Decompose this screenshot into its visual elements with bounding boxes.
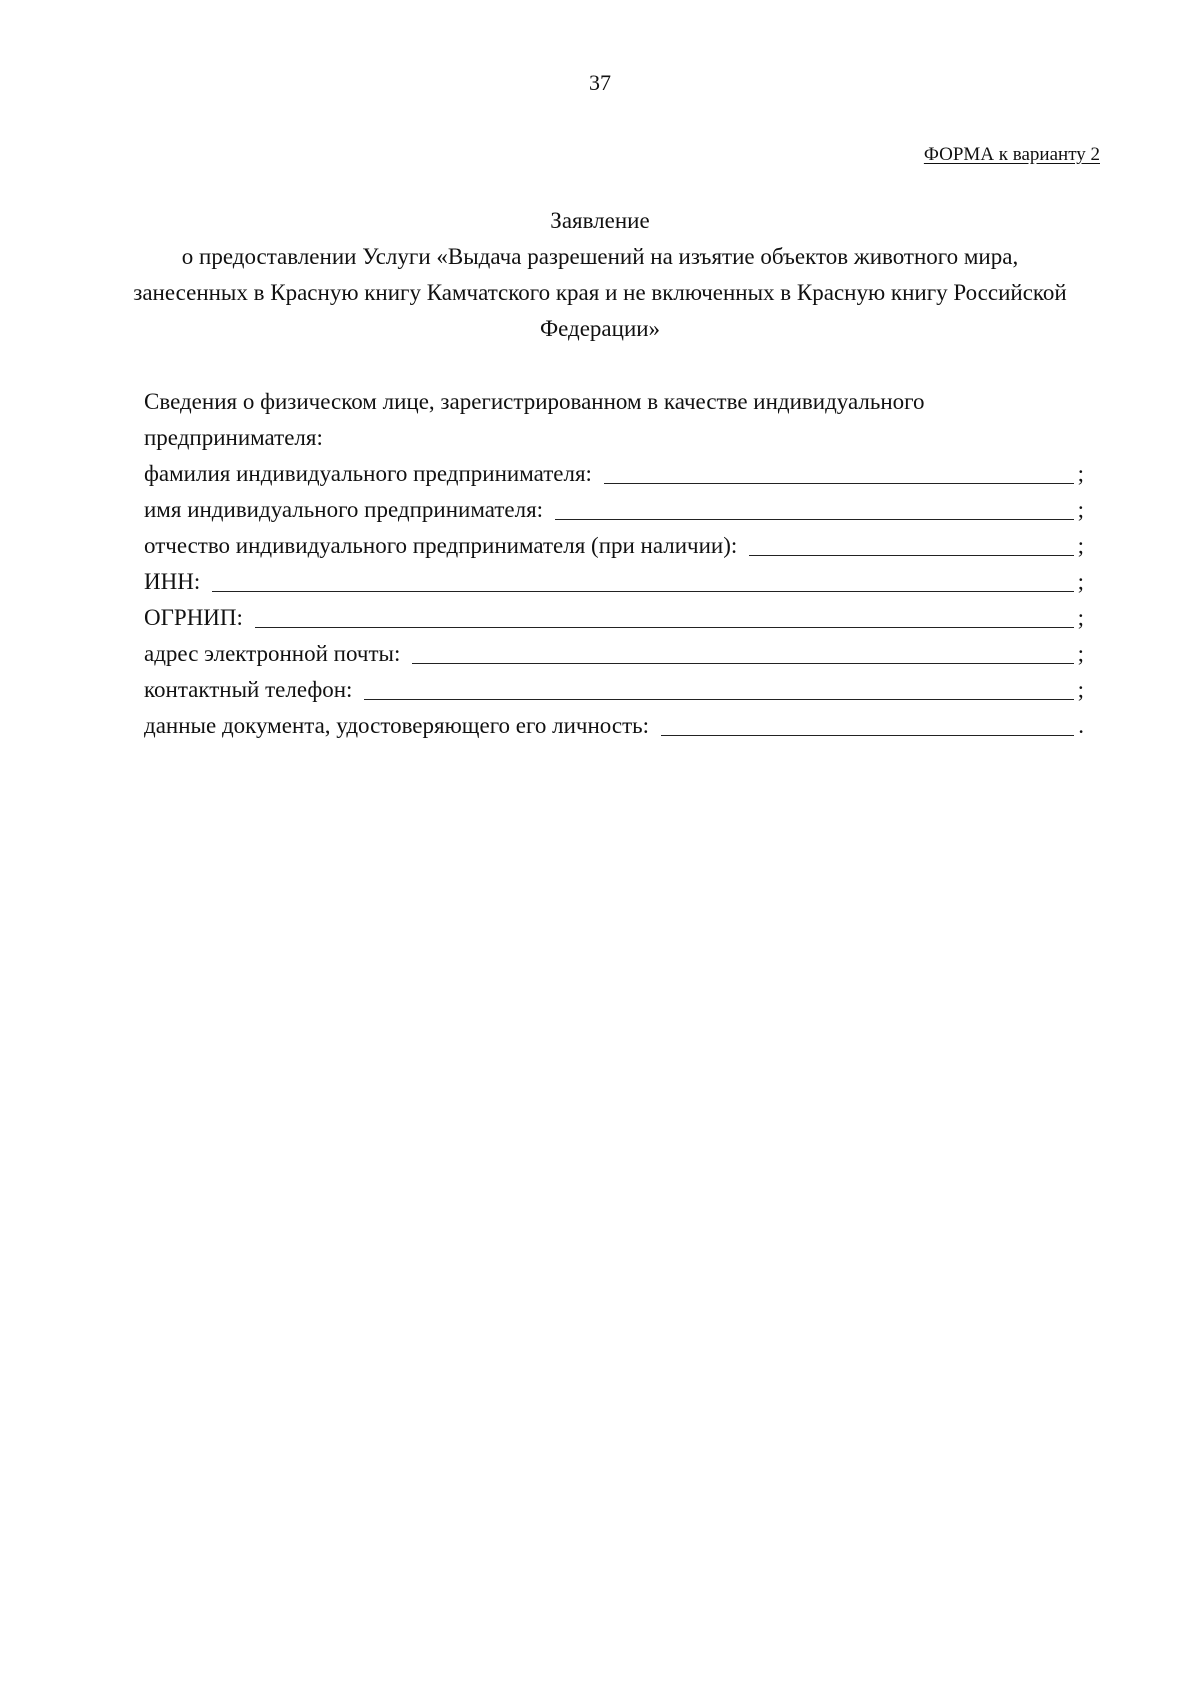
field-terminator: ; [1077, 497, 1084, 522]
patronymic-input-line[interactable] [749, 555, 1073, 556]
patronymic-label: отчество индивидуального предпринимателя (при наличии): [144, 533, 738, 558]
phone-input-line[interactable] [364, 699, 1073, 700]
field-terminator: ; [1077, 605, 1084, 630]
field-terminator: . [1078, 713, 1084, 738]
field-terminator: ; [1077, 641, 1084, 666]
first-name-input-line[interactable] [555, 519, 1074, 520]
identity-document-field-row [144, 708, 1084, 744]
title-line: занесенных в Красную книгу Камчатского края и не включенных в Красную книгу Российской [133, 280, 1067, 305]
entrepreneur-details-section [144, 384, 1084, 744]
identity-document-label: данные документа, удостоверяющего его личность: [144, 713, 650, 738]
first-name-label: имя индивидуального предпринимателя: [144, 497, 544, 522]
phone-label: контактный телефон: [144, 677, 353, 702]
inn-input-line[interactable] [212, 591, 1073, 592]
ogrnip-label: ОГРНИП: [144, 605, 243, 630]
field-terminator: ; [1077, 533, 1084, 558]
title-line: о предоставлении Услуги «Выдача разрешений на изъятие объектов животного мира, [181, 244, 1019, 269]
ogrnip-field-row [144, 600, 1084, 636]
form-reference: ФОРМА к варианту 2 [923, 144, 1100, 165]
identity-document-input-line[interactable] [661, 735, 1074, 736]
email-field-row [144, 636, 1084, 672]
field-terminator: ; [1077, 677, 1084, 702]
surname-input-line[interactable] [604, 483, 1074, 484]
first-name-field-row [144, 492, 1084, 528]
page-number: 37 [589, 70, 611, 95]
surname-label: фамилия индивидуального предпринимателя: [144, 461, 592, 486]
title-line: Федерации» [539, 316, 661, 341]
phone-field-row [144, 672, 1084, 708]
ogrnip-input-line[interactable] [255, 627, 1074, 628]
section-intro-line: предпринимателя: [144, 425, 323, 450]
patronymic-field-row [144, 528, 1084, 564]
field-terminator: ; [1077, 569, 1084, 594]
email-label: адрес электронной почты: [144, 641, 401, 666]
surname-field-row [144, 456, 1084, 492]
inn-label: ИНН: [144, 569, 201, 594]
field-terminator: ; [1077, 461, 1084, 486]
inn-field-row [144, 564, 1084, 600]
email-input-line[interactable] [412, 663, 1073, 664]
document-title [130, 203, 1070, 347]
title-line: Заявление [550, 208, 650, 233]
section-intro-line: Сведения о физическом лице, зарегистрированном в качестве индивидуального [144, 389, 925, 414]
